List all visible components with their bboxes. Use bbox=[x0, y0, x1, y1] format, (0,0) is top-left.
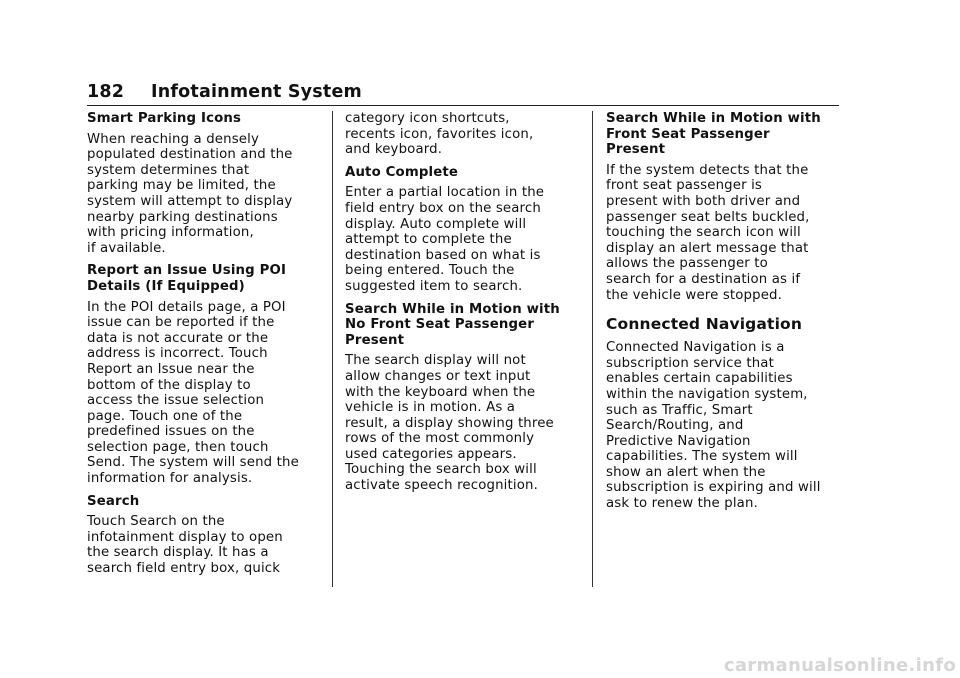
column-2 bbox=[345, 111, 581, 501]
heading-connected-navigation: Connected Navigation bbox=[606, 315, 803, 334]
paragraph-search-motion-no-passenger: The search display will not allow changes or text input with the keyboard when the vehicle is in motion. As a result, a display showing three rows of the most commonly used categories appears. Touching the search box will activate speech recognition. bbox=[345, 353, 554, 494]
watermark: carmanualsonline.info bbox=[723, 655, 956, 676]
paragraph-search-motion-passenger: If the system detects that the front seat passenger is present with both driver and passenger seat belts buckled, touching the search icon will display an alert message that allows the passenger to search for a destination as if the vehicle were stopped. bbox=[606, 162, 810, 303]
heading-auto-complete: Auto Complete bbox=[345, 164, 459, 180]
column-divider bbox=[332, 111, 333, 587]
heading-search-motion-no-passenger: Search While in Motion with No Front Seat Passenger Present bbox=[345, 301, 560, 348]
column-3 bbox=[606, 111, 842, 519]
column-1 bbox=[87, 111, 323, 584]
heading-search-motion-passenger: Search While in Motion with Front Seat Passenger Present bbox=[606, 111, 821, 158]
paragraph-smart-parking: When reaching a densely populated destination and the system determines that parking may be limited, the system will attempt to display nearby parking destinations with pricing information, if available. bbox=[87, 131, 293, 256]
column-divider bbox=[592, 111, 593, 587]
heading-report-issue: Report an Issue Using POI Details (If Equipped) bbox=[87, 263, 287, 294]
heading-search: Search bbox=[87, 493, 140, 509]
heading-smart-parking-icons: Smart Parking Icons bbox=[87, 111, 242, 126]
paragraph-report-issue: In the POI details page, a POI issue can be reported if the data is not accurate or the address is incorrect. Touch Report an Issue near the bottom of the display to access the issue selection page. Touch one of the predefined issues on the selection page, then touch Send. The system will send the information for analysis. bbox=[87, 299, 299, 487]
paragraph-connected-navigation: Connected Navigation is a subscription service that enables certain capabilities within the navigation system, such as Traffic, Smart Search/Routing, and Predictive Navigation capabilities. The system will show an alert when the subscription is expiring and will ask to renew the plan. bbox=[606, 340, 821, 512]
paragraph-auto-complete: Enter a partial location in the field entry box on the search display. Auto complete will attempt to complete the destination based on what is being entered. Touch the suggested item to search. bbox=[345, 185, 545, 294]
page-number: 182 bbox=[87, 82, 125, 102]
paragraph-search-continued: category icon shortcuts, recents icon, favorites icon, and keyboard. bbox=[345, 111, 534, 158]
section-title: Infotainment System bbox=[151, 82, 362, 102]
paragraph-search: Touch Search on the infotainment display to open the search display. It has a search field entry box, quick bbox=[87, 514, 283, 577]
page-header bbox=[87, 79, 839, 106]
